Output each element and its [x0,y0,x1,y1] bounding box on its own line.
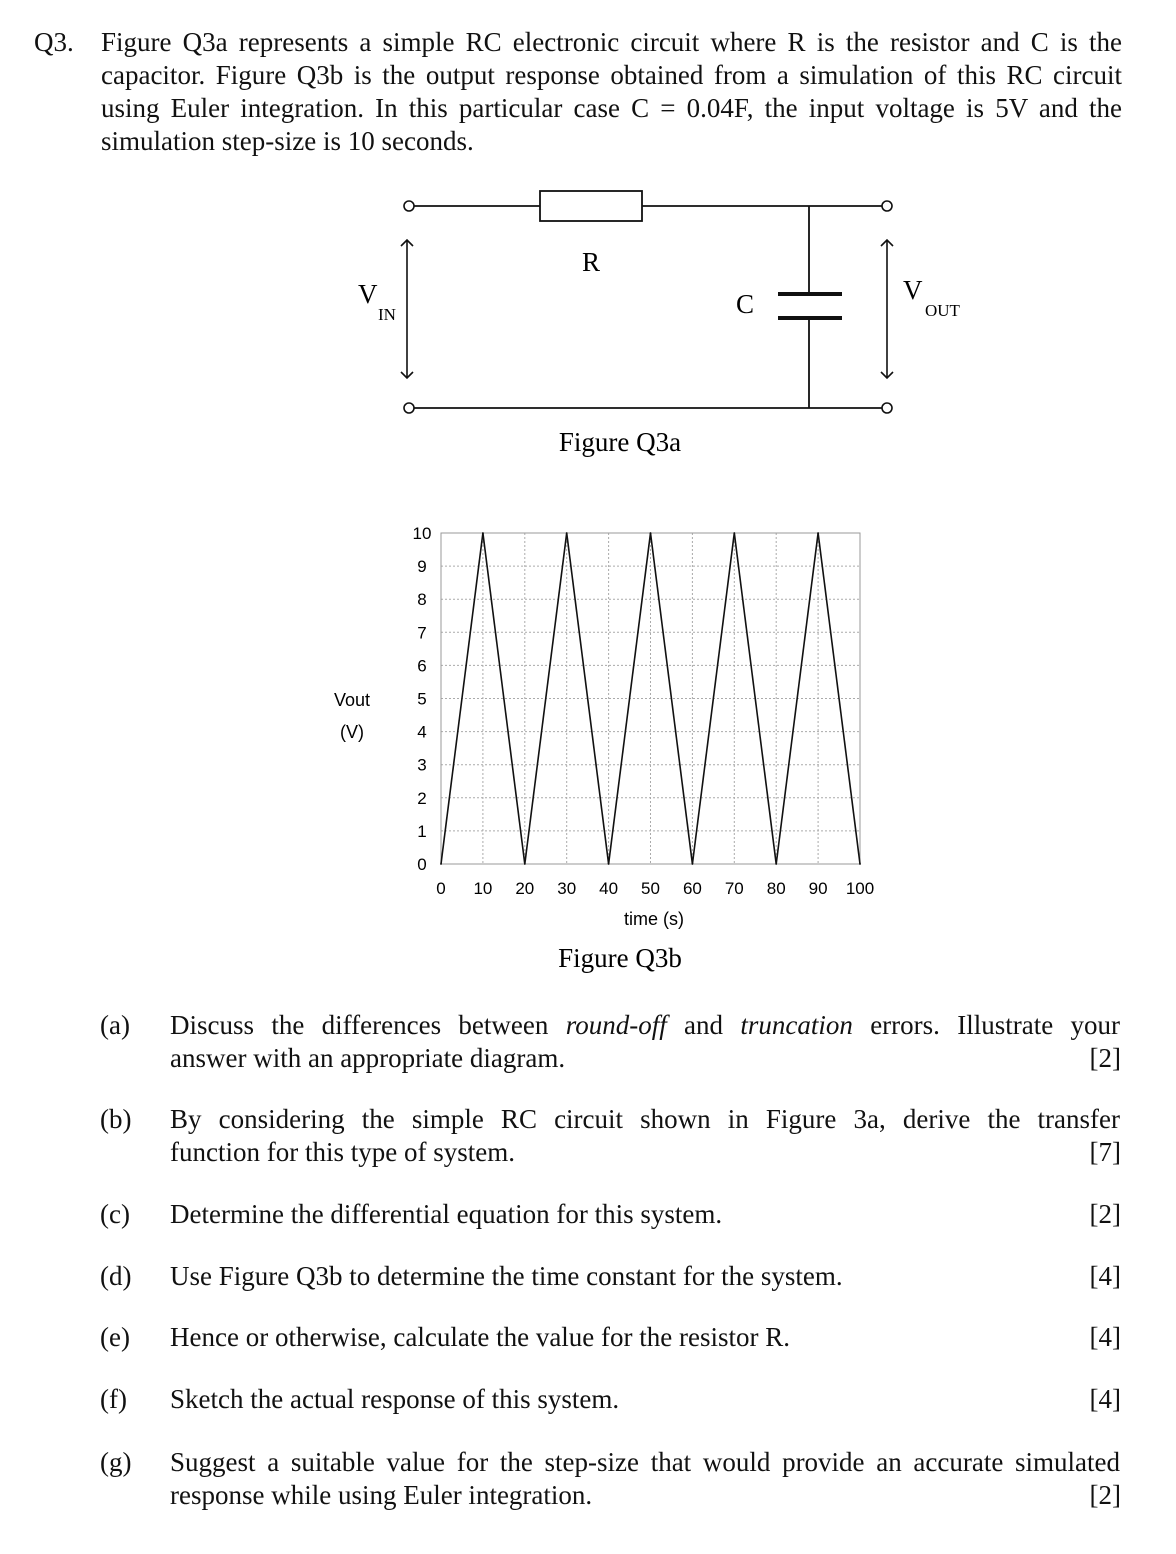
data-point-6 [692,863,694,865]
part-c-line-1: Determine the differential equation for this system. [170,1199,723,1229]
y-tick-label-0: 0 [417,855,427,874]
y-tick-label-5: 5 [417,689,427,709]
x-tick-label-10: 10 [473,879,493,898]
part-d-label: (d) [100,1261,132,1291]
data-point-0 [440,863,442,865]
series-segment-2 [525,533,567,864]
y-tick-label-7: 7 [417,623,427,643]
part-b [0,1103,1176,1169]
y-tick-label-9: 9 [417,557,427,577]
x-axis-label: time (s) [624,909,684,929]
x-tick-labels [436,879,874,898]
part-d [0,1260,1176,1293]
x-tick-label-30: 30 [557,879,577,898]
data-point-10 [859,863,861,865]
data-point-4 [608,863,610,865]
part-c-label: (c) [100,1199,130,1229]
part-e [0,1321,1176,1354]
vin-subscript: IN [378,305,396,324]
x-tick-label-50: 50 [641,879,660,898]
y-tick-label-1: 1 [417,821,427,841]
figure-q3b-chart [0,515,1176,985]
part-b-marks: [7] [1089,1137,1121,1167]
y-axis-label-line-1: Vout [333,690,371,710]
question-number: Q3. [34,27,74,57]
part-f-label: (f) [100,1384,127,1414]
part-f-line-1: Sketch the actual response of this system. [170,1384,620,1414]
data-point-2 [524,863,526,865]
part-g-label: (g) [100,1447,132,1477]
part-g-line-1: Suggest a suitable value for the step-size that would provide an accurate simulated [170,1447,1120,1477]
y-axis-label-line-2: (V) [340,722,364,742]
question-line-2: capacitor. Figure Q3b is the output response obtained from a simulation of this RC circuit [101,60,1122,90]
vout-bottom-terminal [882,403,892,413]
y-tick-label-10: 10 [412,524,432,543]
x-tick-label-100: 100 [845,879,875,898]
x-tick-label-70: 70 [724,879,744,898]
x-tick-label-90: 90 [808,879,828,898]
question-line-4: simulation step-size is 10 seconds. [101,126,474,156]
capacitor-symbol [778,206,842,408]
part-a [0,1009,1176,1075]
figure-q3b-caption: Figure Q3b [558,943,682,973]
vin-top-terminal [404,201,414,211]
vin-bottom-terminal [404,403,414,413]
x-tick-label-20: 20 [515,879,535,898]
question-text [101,26,1122,158]
part-c-marks: [2] [1089,1199,1121,1229]
y-tick-label-3: 3 [417,755,427,775]
part-c [0,1198,1176,1231]
x-tick-label-80: 80 [766,879,786,898]
part-b-line-1: By considering the simple RC circuit shown in Figure 3a, derive the transfer [170,1104,1120,1134]
data-point-9 [817,532,819,534]
resistor-symbol [540,191,642,221]
data-point-5 [650,532,652,534]
part-g-marks: [2] [1089,1480,1121,1510]
part-a-line-2: answer with an appropriate diagram. [170,1043,566,1073]
x-tick-label-60: 60 [682,879,702,898]
question-line-1: Figure Q3a represents a simple RC electronic circuit where R is the resistor and C is the [101,27,1122,57]
part-f [0,1383,1176,1416]
figure-q3a-caption: Figure Q3a [558,427,682,457]
vout-label: V [903,275,923,305]
part-g [0,1446,1176,1512]
data-point-7 [733,532,735,534]
x-tick-label-0: 0 [436,879,446,898]
question-line-3: using Euler integration. In this particular case C = 0.04F, the input voltage is 5V and the [101,93,1122,123]
part-d-line-1: Use Figure Q3b to determine the time constant for the system. [170,1261,843,1291]
data-point-8 [775,863,777,865]
vout-subscript: OUT [925,301,960,320]
vout-top-terminal [882,201,892,211]
part-e-marks: [4] [1089,1322,1121,1352]
y-tick-label-6: 6 [417,656,427,676]
part-a-line-1: Discuss the differences between round-off and truncation errors. Illustrate your [170,1010,1121,1040]
part-g-line-2: response while using Euler integration. [170,1480,593,1510]
series-segment-0 [441,533,483,864]
part-e-label: (e) [100,1322,130,1352]
data-point-3 [566,532,568,534]
part-b-line-2: function for this type of system. [170,1137,515,1167]
part-a-label: (a) [100,1010,130,1040]
part-b-label: (b) [100,1104,132,1134]
y-tick-label-8: 8 [417,590,427,610]
x-tick-label-40: 40 [599,879,619,898]
figure-q3a-circuit [0,180,1176,480]
capacitor-label: C [735,289,755,319]
part-a-marks: [2] [1089,1043,1121,1073]
vin-label: V [358,279,378,309]
part-e-line-1: Hence or otherwise, calculate the value for the resistor R. [170,1322,790,1352]
data-point-1 [482,532,484,534]
y-tick-label-2: 2 [417,788,427,808]
part-f-marks: [4] [1089,1384,1121,1414]
resistor-label: R [581,247,601,277]
y-tick-label-4: 4 [417,722,427,742]
part-d-marks: [4] [1089,1261,1121,1291]
y-tick-labels [413,524,432,874]
